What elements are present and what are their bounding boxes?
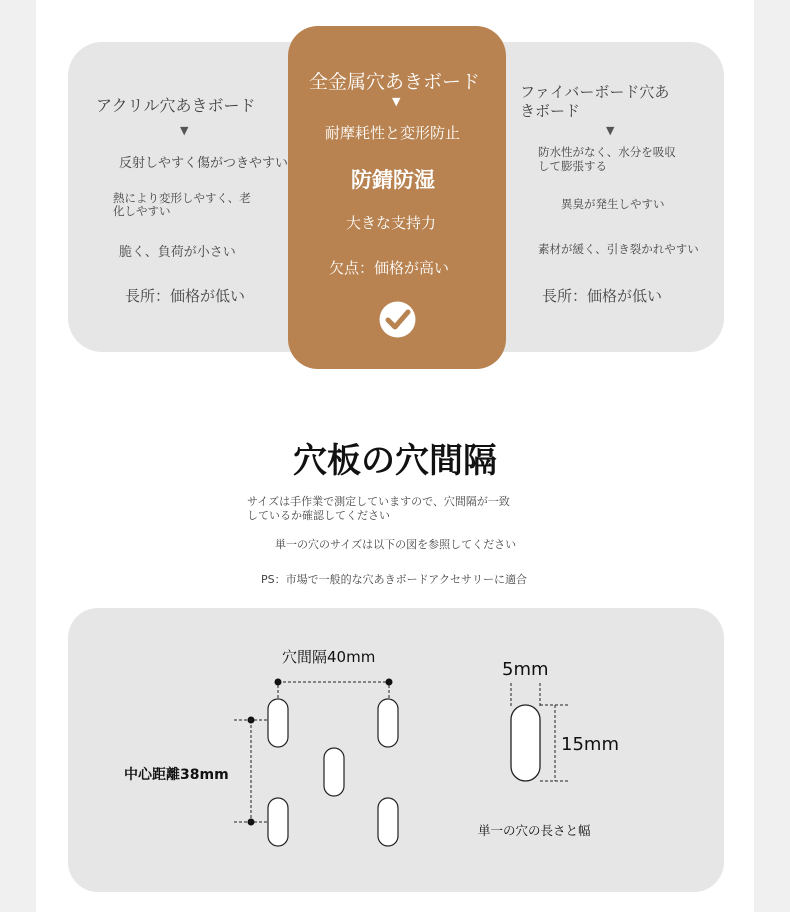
center-distance-label: 中心距離38mm bbox=[124, 767, 229, 783]
note-line-1: サイズは手作業で測定していますので、穴間隔が一致 bbox=[247, 495, 510, 508]
hole-spacing-label: 穴間隔40mm bbox=[282, 648, 376, 666]
hole-height-label: 15mm bbox=[561, 734, 619, 755]
fiber-arrow: ▼ bbox=[606, 124, 615, 137]
fiber-point-2: 異臭が発生しやすい bbox=[561, 197, 665, 211]
fiber-point-1a: 防水性がなく、水分を吸収 bbox=[538, 145, 676, 159]
metal-point-1: 耐摩耗性と変形防止 bbox=[325, 124, 461, 142]
acrylic-point-1: 反射しやすく傷がつきやすい bbox=[119, 156, 289, 171]
fiber-point-3: 素材が緩く、引き裂かれやすい bbox=[538, 242, 699, 256]
fiber-point-1b: して膨張する bbox=[538, 159, 607, 173]
acrylic-advantage: 長所：価格が低い bbox=[125, 287, 246, 305]
hole-caption: 単一の穴の長さと幅 bbox=[478, 823, 591, 838]
note-size: 単一の穴のサイズは以下の図を参照してください bbox=[275, 538, 517, 551]
note-ps: PS：市場で一般的な穴あきボードアクセサリーに適合 bbox=[261, 573, 527, 586]
hole-width-label: 5mm bbox=[502, 659, 549, 680]
acrylic-point-3: 脆く、負荷が小さい bbox=[119, 245, 236, 260]
acrylic-point-2a: 熱により変形しやすく、老 bbox=[113, 191, 251, 205]
acrylic-title: アクリル穴あきボード bbox=[96, 96, 256, 115]
metal-point-2: 防錆防湿 bbox=[351, 168, 435, 192]
note-line-2: しているか確認してください bbox=[247, 509, 390, 522]
fiber-title-line2: きボード bbox=[520, 102, 581, 120]
metal-title: 全金属穴あきボード bbox=[309, 71, 481, 93]
metal-point-3: 大きな支持力 bbox=[346, 214, 437, 232]
fiber-title-line1: ファイバーボード穴あ bbox=[520, 83, 670, 101]
metal-disadvantage: 欠点：価格が高い bbox=[329, 259, 450, 277]
fiber-advantage: 長所：価格が低い bbox=[542, 287, 663, 305]
acrylic-point-2b: 化しやすい bbox=[113, 204, 171, 218]
section-heading: 穴板の穴間隔 bbox=[293, 441, 497, 481]
metal-arrow: ▼ bbox=[392, 95, 401, 108]
acrylic-arrow: ▼ bbox=[180, 124, 189, 137]
